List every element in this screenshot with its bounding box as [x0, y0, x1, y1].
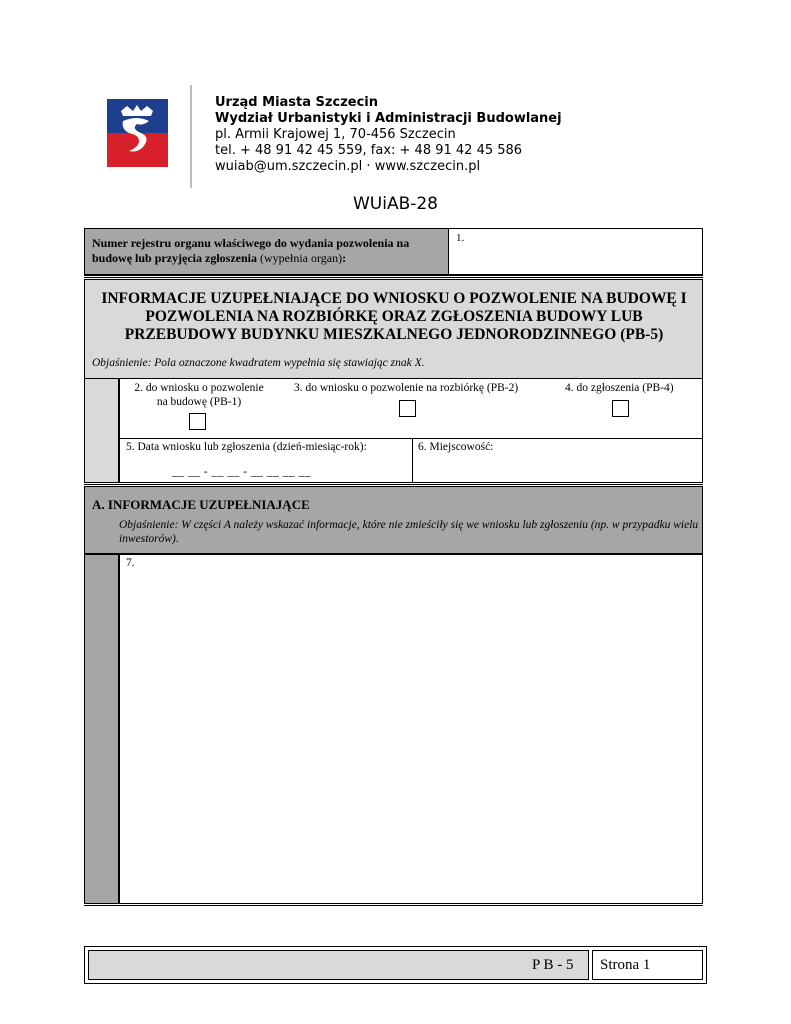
register-label: Numer rejestru organu właściwego do wydania pozwolenia na budowę lub przyjęcia zgłoszenia (wypełnia organ):	[92, 236, 410, 265]
section-divider	[84, 275, 703, 278]
footer-form-code: P B - 5	[532, 957, 574, 973]
office-contact: wuiab@um.szczecin.pl · www.szczecin.pl	[215, 159, 481, 174]
additional-info-field[interactable]	[119, 554, 703, 904]
left-margin-strip	[84, 378, 119, 483]
date-input[interactable]: __ __ - __ __ - __ __ __ __	[172, 466, 312, 478]
option-pb2-label: 3. do wniosku o pozwolenie na rozbiórkę (PB-2)	[294, 382, 519, 394]
register-number-field[interactable]: 1.	[456, 232, 465, 244]
option-pb4-label: 4. do zgłoszenia (PB-4)	[565, 382, 674, 394]
option-pb1-checkbox[interactable]	[189, 413, 206, 430]
header-divider	[190, 85, 192, 188]
additional-info-label: 7.	[126, 557, 135, 569]
office-phone: tel. + 48 91 42 45 559, fax: + 48 91 42 45 586	[215, 143, 523, 158]
office-name: Urząd Miasta Szczecin	[215, 95, 378, 110]
szczecin-coat-of-arms-logo	[107, 99, 168, 167]
footer-form-cell	[88, 950, 589, 980]
department-name: Wydział Urbanistyki i Administracji Budowlanej	[215, 111, 562, 126]
section-a-margin-strip	[84, 554, 119, 904]
checkbox-explanation: Objaśnienie: Pola oznaczone kwadratem wypełnia się stawiając znak X.	[92, 357, 425, 369]
option-pb1-label: 2. do wniosku o pozwolenie na budowę (PB-1)	[134, 382, 264, 408]
option-pb4-checkbox[interactable]	[612, 400, 629, 417]
office-address: pl. Armii Krajowej 1, 70-456 Szczecin	[215, 127, 456, 142]
section-divider	[84, 482, 703, 485]
form-code: WUiAB-28	[352, 194, 439, 214]
place-field-label[interactable]: 6. Miejscowość:	[418, 441, 494, 453]
office-header	[215, 95, 562, 175]
option-pb2-checkbox[interactable]	[399, 400, 416, 417]
section-divider	[84, 903, 703, 906]
footer-page-number: Strona 1	[600, 957, 651, 973]
section-a-title: A. INFORMACJE UZUPEŁNIAJĄCE	[92, 497, 310, 512]
date-place-divider	[412, 438, 413, 483]
date-field-label: 5. Data wniosku lub zgłoszenia (dzień-miesiąc-rok):	[126, 441, 367, 453]
form-title: INFORMACJE UZUPEŁNIAJĄCE DO WNIOSKU O POZWOLENIE NA BUDOWĘ I POZWOLENIA NA ROZBIÓRKĘ ORAZ ZGŁOSZENIA BUDOWY LUB PRZEBUDOWY BUDYNKU MIESZKALNEGO JEDNORODZINNEGO (PB-5)	[101, 290, 687, 343]
section-a-explanation: Objaśnienie: W części A należy wskazać informacje, które nie zmieściły się we wniosku lub zgłoszeniu (np. w przypadku wielu inwestorów).	[119, 519, 699, 545]
